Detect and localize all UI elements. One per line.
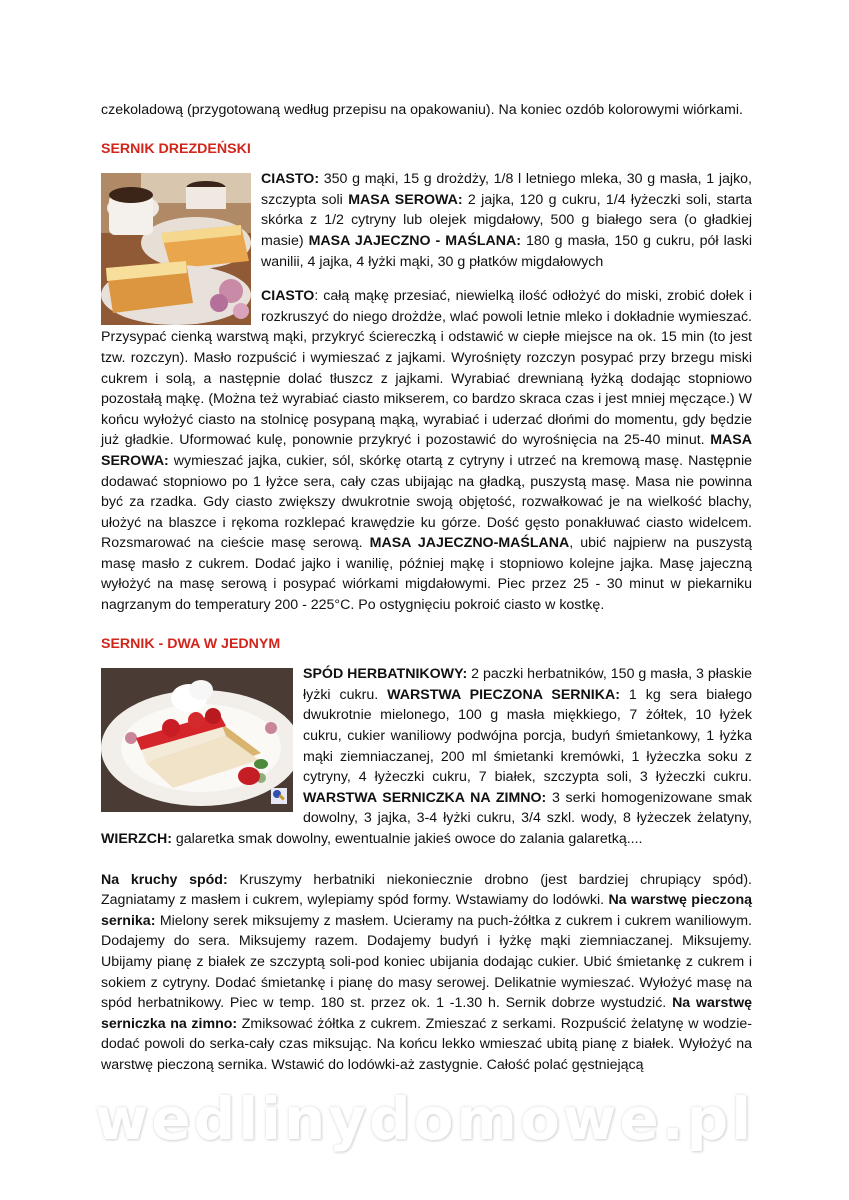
label-ciasto: CIASTO: <box>261 171 320 188</box>
label-na-warstwe-pieczona: Na warstwę pieczoną sernika: <box>101 892 753 929</box>
label-spod-herbatnikowy: SPÓD HERBATNIKOWY: <box>303 666 468 683</box>
label-wierzch: WIERZCH: <box>101 831 172 847</box>
label-warstwa-serniczka: WARSTWA SERNICZKA NA ZIMNO: <box>303 789 547 806</box>
intro-paragraph: czekoladową (przygotowaną według przepisu na opakowaniu). Na koniec ozdób kolorowymi wiórkami. <box>101 102 743 118</box>
recipe2-photo <box>101 668 293 812</box>
label-masa-serowa: MASA SEROWA: <box>348 191 463 208</box>
document-page <box>101 100 752 1076</box>
recipe2-ingredients: SPÓD HERBATNIKOWY: 2 paczki herbatników, 150 g masła, 3 płaskie łyżki cukru. WARSTWA PIECZONA SERNIKA: 1 kg sera białego dwukrotnie mielonego, 100 g masła miękkiego, 7 żółtek, 10 łyżek cukru, cukier waniliowy podwójna porcja, budyń śmietankowy, 1 łyżka mąki ziemniaczanej, 200 ml śmietanki kremówki, 1 łyżeczka soku z cytryny, 4 łyżeczki cukru, 7 białek, szczypta soli, 3 łyżeczki cukru. WARSTWA SERNICZKA NA ZIMNO: 3 serki homogenizowane smak dowolny, 3 jajka, 3-4 łyżki cukru, 3/4 szkl. wody, 8 łyżeczek żelatyny, WIERZCH: galaretka smak dowolny, ewentualnie jakieś owoce do zalania galaretką.... <box>101 666 753 847</box>
label-warstwa-pieczona: WARSTWA PIECZONA SERNIKA: <box>387 686 620 703</box>
recipe2-title: SERNIK - DWA W JEDNYM <box>101 635 281 652</box>
recipe1-photo <box>101 173 251 325</box>
recipe1-ingredients: CIASTO: 350 g mąki, 15 g drożdży, 1/8 l letniego mleka, 30 g masła, 1 jajko, szczypta soli MASA SEROWA: 2 jajka, 120 g cukru, 1/4 łyżeczki soli, starta skórka z 1/2 cytryny lub olejek migdałowy, 500 g białego sera (o gładkiej masie) MASA JAJECZNO - MAŚLANA: 180 g masła, 150 g cukru, pół laski wanilii, 4 jajka, 4 łyżki mąki, 30 g płatków migdałowych <box>261 171 753 270</box>
recipe1-preparation: CIASTO: całą mąkę przesiać, niewielką ilość odłożyć do miski, zrobić dołek i rozkruszyć do niego drożdże, wlać powoli letnie mleko i dokładnie wymieszać. Przysypać cienką warstwą mąki, przykryć ściereczką i odstawić w ciepłe miejsce na ok. 15 min (to jest tzw. rozczyn). Masło rozpuścić i wymieszać z jajkami. Wyrośnięty rozczyn posypać przy brzegu miski cukrem i solą, a następnie dolać tłuszcz z jajkami. Wyrabiać drewnianą łyżką dodając stopniowo pozostałą mąkę. (Można też wyrabiać ciasto mikserem, co bardzo skraca czas i jest mniej męczące.) W końcu wyłożyć ciasto na stolnicę posypaną mąką, wyrabiać i uderzać dłońmi do momentu, gdy będzie już gładkie. Uformować kulę, ponownie przykryć i pozostawić do wyrośnięcia na 25-40 minut. MASA SEROWA: wymieszać jajka, cukier, sól, skórkę otartą z cytryny i utrzeć na kremową masę. Następnie dodawać stopniowo po 1 łyżce sera, cały czas ubijając na gładką, puszystą masę. Masa nie powinna być za rzadka. Gdy ciasto zwiększy dwukrotnie swoją objętość, rozwałkować je na wielkość blachy, ułożyć na blaszce i rękoma rozklepać krawędzie ku górze. Dość gęsto ponakłuwać ciasto widelcem. Rozsmarować na cieście masę serową. MASA JAJECZNO-MAŚLANA, ubić najpierw na puszystą masę masło z cukrem. Dodać jajko i wanilię, później mąkę i stopniowo kolejne jajka. Masę jajeczną wyłożyć na masę serową i posypać wiórkami migdałowymi. Piec przez 25 - 30 minut w piekarniku nagrzanym do temperatury 200 - 225°C. Po ostygnięciu pokroić ciasto w kostkę. <box>101 288 753 614</box>
recipe2-preparation: Na kruchy spód: Kruszymy herbatniki niekoniecznie drobno (jest bardziej chrupiący spód). Zagniatamy z masłem i cukrem, wylepiamy spód formy. Wstawiamy do lodówki. Na warstwę pieczoną sernika: Mielony serek miksujemy z masłem. Ucieramy na puch-żółtka z cukrem i cukrem waniliowym. Dodajemy do sera. Miksujemy razem. Dodajemy budyń i łyżkę mąki ziemniaczanej. Miksujemy. Ubijamy pianę z białek ze szczyptą soli-pod koniec ubijania dodając cukier. Ubić śmietankę z cukrem i sokiem z cytryny. Dodać śmietankę i pianę do masy serowej. Delikatnie wymieszać. Wyłożyć masę na spód herbatnikowy. Piec w temp. 180 st. przez ok. 1 -1.30 h. Sernik dobrze wystudzić. Na warstwę serniczka na zimno: Zmiksować żółtka z cukrem. Zmieszać z serkami. Rozpuścić żelatynę w wodzie-dodać powoli do serka-cały czas miksując. Na końcu lekko wmieszać ubitą pianę z białek. Wyłożyć na warstwę pieczoną sernika. Wstawić do lodówki-aż zastygnie. Całość polać gęstniejącą <box>101 871 753 1073</box>
dresden-cheesecake-image <box>101 173 251 325</box>
label-masa-serowa-prep: MASA SEROWA: <box>101 432 752 469</box>
recipe1-title: SERNIK DREZDEŃSKI <box>101 140 251 157</box>
label-masa-jajeczno-maslana-prep: MASA JAJECZNO-MAŚLANA <box>369 535 570 552</box>
label-masa-jajeczno-maslana: MASA JAJECZNO - MAŚLANA: <box>308 232 521 249</box>
label-ciasto-prep: CIASTO <box>261 288 315 305</box>
label-na-warstwe-serniczka: Na warstwę serniczka na zimno: <box>101 995 752 1032</box>
two-in-one-cheesecake-image <box>101 668 293 812</box>
site-watermark: wedlinydomowe.pl <box>94 1085 755 1153</box>
label-na-kruchy-spod: Na kruchy spód: <box>101 871 228 888</box>
